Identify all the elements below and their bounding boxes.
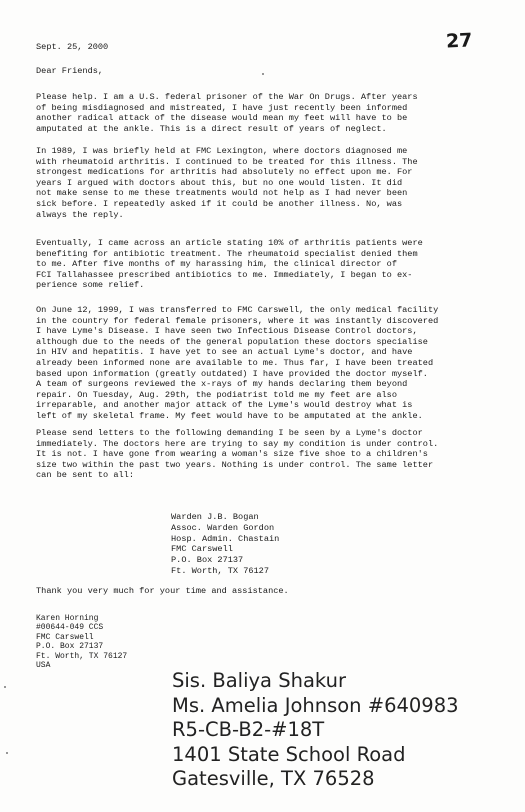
paragraph-3 [36, 238, 494, 291]
text-line: repair. On Tuesday, Aug. 29th, the podiatrist told me my feet are also [36, 389, 397, 400]
page-number: 27 [445, 29, 473, 53]
text-line: already been informed none are available to me. Thus far, I have been treated [36, 357, 434, 368]
paragraph-2 [36, 146, 494, 220]
text-line: Please send letters to the following demanding I be seen by a Lyme's doctor [36, 428, 423, 438]
address-line: FMC Carswell [171, 544, 233, 555]
text-line: immediately. The doctors here are trying to say my condition is under control. [36, 438, 439, 449]
sender-line: P.O. Box 27137 [36, 642, 104, 652]
paragraph-5 [36, 428, 494, 481]
text-line: I have Lyme's Disease. I have seen two Infectious Disease Control doctors, [36, 326, 418, 337]
text-line: A team of surgeons reviewed the x-rays of my hands declaring them beyond [36, 379, 408, 390]
address-line: P.O. Box 27137 [171, 555, 244, 566]
text-line: left of my skeletal frame. My feet would have to be amputated at the ankle. [36, 410, 423, 421]
text-line: irreparable, and another major attack of the Lyme's would destroy what is [36, 400, 413, 411]
text-line: On June 12, 1999, I was transferred to FMC Carswell, the only medical facility [36, 305, 439, 315]
recipient-line: Sis. Baliya Shakur [172, 669, 346, 692]
sender-line: #00644-049 CCS [36, 623, 104, 633]
text-line: although due to the needs of the general population these doctors specialise [36, 336, 428, 347]
sender-line: Karen Horning [36, 614, 99, 623]
text-line: Eventually, I came across an article stating 10% of arthritis patients were [36, 238, 423, 248]
text-line: of being misdiagnosed and mistreated, I have just recently been informed [36, 102, 408, 113]
recipient-line: 1401 State School Road [172, 742, 406, 766]
sender-line: FMC Carswell [36, 632, 94, 642]
text-line: sick before. I repeatedly asked if it could be another illness. No, was [36, 198, 403, 209]
warden-address-block [171, 512, 279, 577]
text-line: to me. After five months of my harassing him, the clinical director of [36, 259, 397, 270]
text-line: Please help. I am a U.S. federal prisoner of the War On Drugs. After years [36, 92, 418, 102]
address-line: Ft. Worth, TX 76127 [171, 565, 269, 576]
sender-line: USA [36, 661, 51, 671]
text-line: with rheumatoid arthritis. I continued to be treated for this illness. The [36, 156, 418, 167]
paragraph-4 [36, 305, 494, 422]
paragraph-1 [36, 92, 494, 134]
text-line: It is not. I have gone from wearing a woman's size five shoe to a children's [36, 449, 428, 460]
sender-address-block [36, 614, 127, 670]
text-line: another radical attack of the disease would mean my feet will have to be [36, 113, 408, 124]
text-line: FCI Tallahassee prescribed antibiotics to me. Immediately, I began to ex- [36, 269, 413, 280]
text-line: years I argued with doctors about this, but no one would listen. It did [36, 177, 403, 188]
text-line: always the reply. [36, 209, 124, 220]
address-line: Assoc. Warden Gordon [171, 522, 275, 533]
scan-speck [6, 752, 8, 754]
text-line: perience some relief. [36, 280, 145, 291]
text-line: strongest medications for arthritis had absolutely no effect upon me. For [36, 167, 413, 178]
text-line: In 1989, I was briefly held at FMC Lexington, where doctors diagnosed me [36, 146, 408, 156]
recipient-address-block [172, 669, 459, 792]
text-line: in the country for federal female prisoners, where it was instantly discovered [36, 315, 439, 326]
text-line: not make sense to me these treatments would not help as I had never been [36, 188, 408, 199]
sender-line: Ft. Worth, TX 76127 [36, 651, 128, 661]
scan-speck [4, 686, 6, 688]
text-line: based upon information (greatly outdated) I have provided the doctor myself. [36, 368, 428, 379]
scan-speck [262, 73, 264, 75]
recipient-line: R5-CB-B2-#18T [172, 718, 325, 741]
text-line: in HIV and hepatitis. I have yet to see an actual Lyme's doctor, and have [36, 347, 413, 358]
text-line: amputated at the ankle. This is a direct result of years of neglect. [36, 123, 387, 134]
text-line: can be sent to all: [36, 470, 134, 481]
address-line: Warden J.B. Bogan [171, 512, 259, 522]
address-line: Hosp. Admin. Chastain [171, 533, 280, 544]
letter-date: Sept. 25, 2000 [36, 42, 109, 52]
recipient-line: Gatesville, TX 76528 [172, 767, 375, 790]
salutation: Dear Friends, [36, 66, 104, 76]
closing-line: Thank you very much for your time and assistance. [36, 586, 289, 596]
text-line: benefiting for antibiotic treatment. The rheumatoid specialist denied them [36, 248, 418, 259]
text-line: size two within the past two years. Nothing is under control. The same letter [36, 459, 434, 470]
recipient-line: Ms. Amelia Johnson #640983 [172, 693, 459, 717]
